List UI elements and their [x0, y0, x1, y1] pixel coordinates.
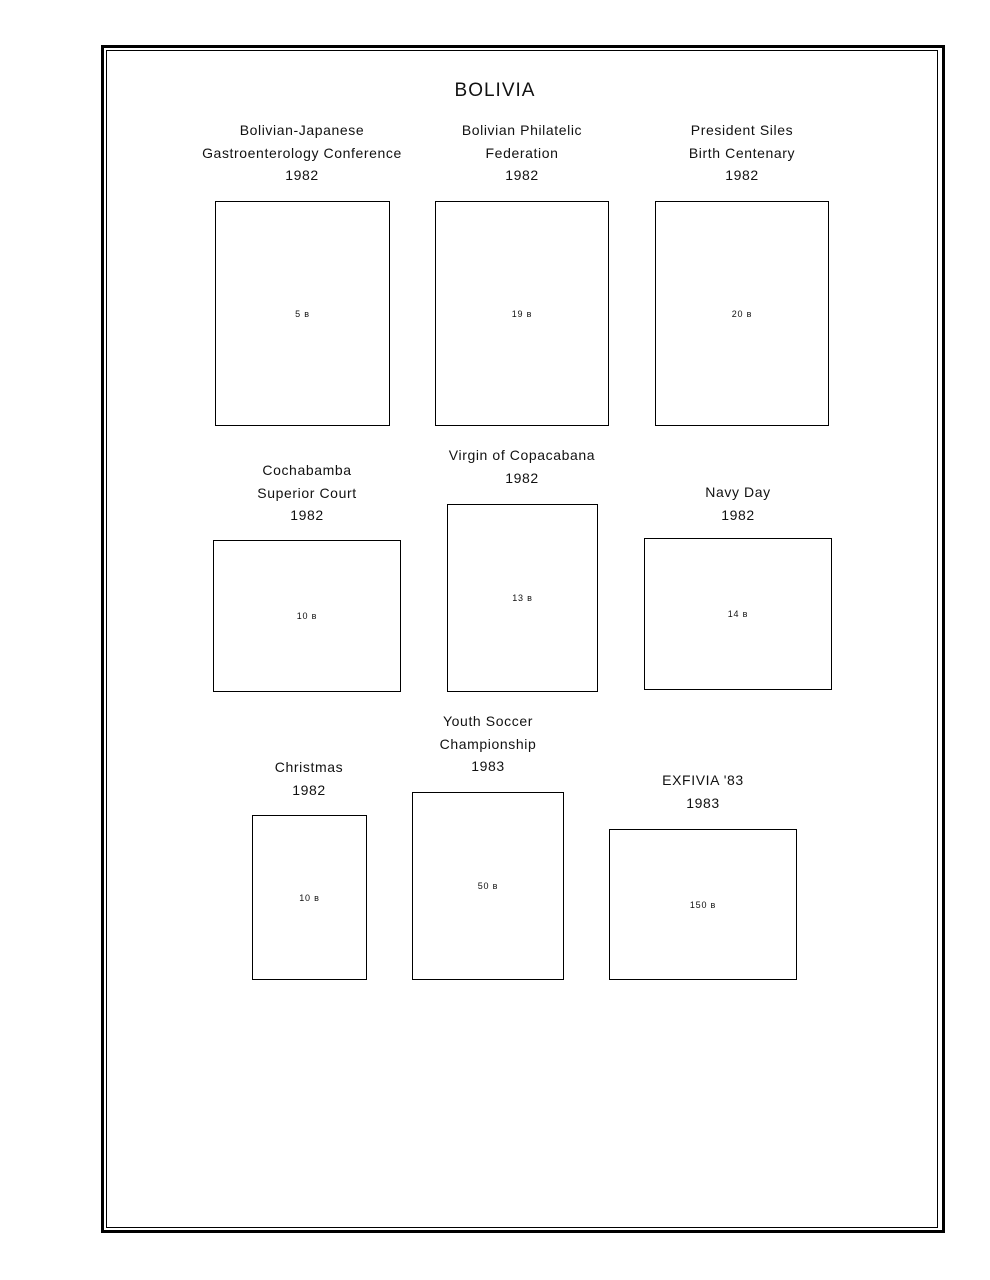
caption-line: EXFIVIA '83	[662, 772, 744, 788]
stamp-caption-gastroenterology	[182, 119, 422, 187]
stamp-caption-president-siles	[642, 119, 842, 187]
stamp-mount-box	[435, 201, 609, 426]
stamp-mount-box	[447, 504, 598, 692]
caption-line: 1983	[471, 758, 505, 774]
caption-line: Christmas	[274, 759, 344, 775]
stamp-value-label: 13 в	[512, 593, 533, 603]
stamp-value-label: 5 в	[295, 308, 310, 319]
caption-line: 1982	[290, 507, 324, 523]
caption-line: Superior Court	[257, 484, 357, 501]
caption-line: 1982	[285, 167, 319, 183]
stamp-value-label: 10 в	[296, 611, 318, 621]
stamp-mount-box	[644, 538, 832, 690]
stamp-mount-box	[412, 792, 564, 980]
caption-line: Bolivian Philatelic	[461, 122, 583, 138]
stamp-value-label: 150 в	[689, 899, 717, 910]
page-title: BOLIVIA	[454, 80, 536, 101]
stamp-caption-exfivia	[603, 769, 803, 814]
stamp-caption-cochabamba	[207, 459, 407, 527]
stamp-caption-christmas	[209, 756, 409, 801]
caption-line: Federation	[485, 144, 559, 161]
caption-line: 1982	[292, 781, 326, 798]
caption-line: Championship	[439, 735, 537, 752]
caption-line: 1982	[721, 506, 755, 523]
stamp-mount-box	[213, 540, 401, 692]
stamp-mount-box	[655, 201, 829, 426]
stamp-value-label: 19 в	[511, 308, 533, 319]
stamp-caption-philatelic-federation	[422, 119, 622, 187]
caption-line: Virgin of Copacabana	[448, 447, 596, 463]
stamp-value-label: 10 в	[299, 892, 320, 903]
caption-line: Youth Soccer	[443, 713, 533, 729]
caption-line: 1982	[505, 469, 539, 486]
stamp-mount-box	[609, 829, 797, 980]
stamp-mount-box	[215, 201, 390, 426]
stamp-caption-navy-day	[638, 481, 838, 526]
caption-line: Bolivian-Japanese	[239, 122, 365, 138]
stamp-mount-box	[252, 815, 367, 980]
caption-line: Birth Centenary	[688, 144, 796, 161]
stamp-value-label: 20 в	[731, 308, 753, 319]
caption-line: 1982	[505, 167, 539, 183]
stamp-value-label: 50 в	[477, 881, 499, 891]
caption-line: Cochabamba	[262, 462, 352, 478]
stamp-value-label: 14 в	[727, 609, 749, 619]
caption-line: Gastroenterology Conference	[202, 144, 402, 161]
caption-line: 1983	[686, 794, 720, 811]
stamp-caption-copacabana	[412, 444, 632, 489]
stamp-caption-youth-soccer	[388, 710, 588, 778]
caption-line: Navy Day	[705, 484, 771, 500]
caption-line: 1982	[725, 167, 759, 183]
caption-line: President Siles	[690, 122, 794, 138]
